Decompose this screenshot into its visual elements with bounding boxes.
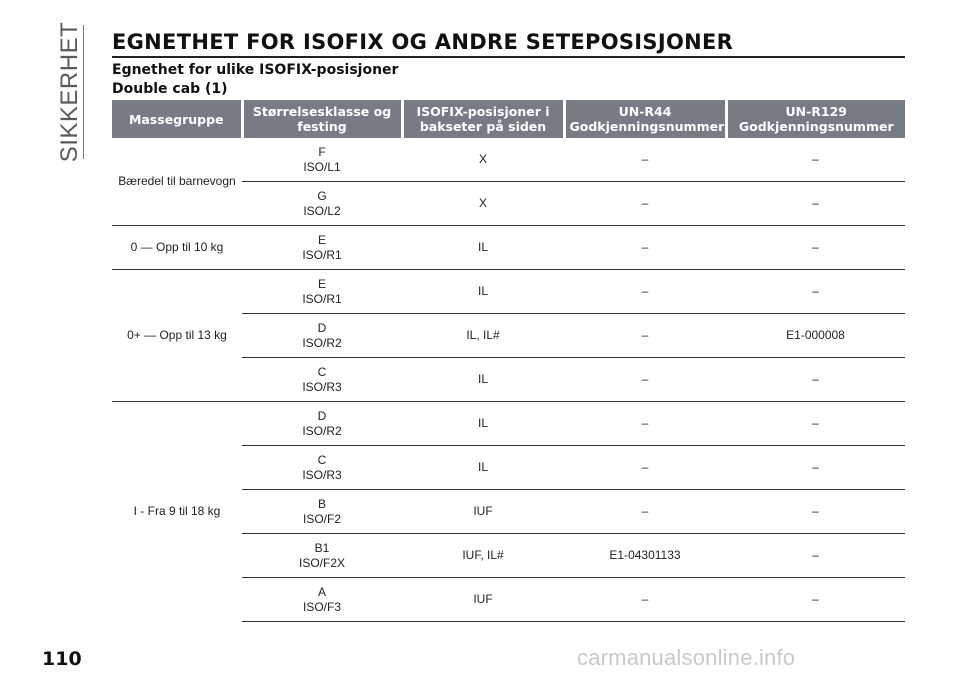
isofix-position-cell: IL	[402, 358, 564, 402]
un-r44-cell: –	[564, 314, 726, 358]
table-row	[112, 226, 905, 270]
isofix-position-cell: IL	[402, 446, 564, 490]
fixture-code: ISO/F2	[302, 511, 341, 526]
table-row	[112, 138, 905, 182]
table-row	[112, 402, 905, 446]
section-subtitle: Egnethet for ulike ISOFIX-posisjoner	[112, 62, 399, 78]
size-class-letter: D	[317, 408, 327, 423]
isofix-position-cell: IL, IL#	[402, 314, 564, 358]
un-r129-cell: –	[726, 578, 905, 622]
table-body	[112, 138, 905, 622]
header-size-class: Størrelsesklasse og festing	[242, 100, 402, 138]
un-r129-cell: –	[726, 226, 905, 270]
size-class-letter: E	[317, 232, 326, 247]
watermark: carmanualsonline.info	[577, 645, 796, 670]
un-r44-cell: –	[564, 446, 726, 490]
fixture-code: ISO/R3	[302, 467, 342, 482]
fixture-code: ISO/R3	[302, 379, 342, 394]
size-class-letter: A	[317, 584, 326, 599]
un-r129-cell: –	[726, 446, 905, 490]
mass-group-cell: Bæredel til barnevogn	[118, 174, 236, 188]
isofix-table	[112, 100, 905, 622]
fixture-code: ISO/R2	[302, 335, 342, 350]
header-un-r44: UN-R44 Godkjenningsnummer	[564, 100, 726, 138]
table-caption: Double cab (1)	[112, 81, 228, 97]
size-class-cell	[242, 226, 402, 270]
table-header-row	[112, 100, 905, 138]
size-class-letter: C	[317, 364, 327, 379]
mass-group-cell: I - Fra 9 til 18 kg	[112, 402, 242, 622]
fixture-code: ISO/L2	[303, 203, 341, 218]
size-class-cell	[242, 578, 402, 622]
side-divider	[83, 25, 84, 159]
fixture-code: ISO/F2X	[298, 555, 345, 570]
section-side-label	[56, 21, 83, 163]
size-class-letter: B1	[314, 540, 330, 555]
section-side-label-text: SIKKERHET	[56, 21, 83, 163]
size-class-cell	[242, 314, 402, 358]
isofix-position-cell: IL	[402, 226, 564, 270]
fixture-code: ISO/R1	[302, 247, 342, 262]
fixture-code: ISO/R1	[302, 291, 342, 306]
un-r44-cell: –	[564, 578, 726, 622]
isofix-position-cell: IL	[402, 270, 564, 314]
size-class-cell	[242, 358, 402, 402]
header-un-r129: UN-R129 Godkjenningsnummer	[726, 100, 905, 138]
un-r44-cell: –	[564, 490, 726, 534]
un-r129-cell: –	[726, 534, 905, 578]
isofix-position-cell: IL	[402, 402, 564, 446]
size-class-cell	[242, 270, 402, 314]
un-r129-cell: –	[726, 402, 905, 446]
un-r129-cell: E1-000008	[726, 314, 905, 358]
fixture-code: ISO/L1	[303, 159, 341, 174]
isofix-position-cell: IUF	[402, 490, 564, 534]
mass-group-cell: 0 — Opp til 10 kg	[112, 226, 242, 270]
mass-group-cell: 0+ — Opp til 13 kg	[112, 270, 242, 402]
size-class-letter: B	[317, 496, 326, 511]
size-class-cell	[242, 182, 402, 226]
size-class-cell	[242, 446, 402, 490]
isofix-position-cell: X	[402, 182, 564, 226]
isofix-position-cell: IUF, IL#	[402, 534, 564, 578]
un-r44-cell: E1-04301133	[564, 534, 726, 578]
size-class-letter: D	[317, 320, 327, 335]
un-r129-cell: –	[726, 490, 905, 534]
size-class-cell	[242, 138, 402, 182]
un-r129-cell: –	[726, 270, 905, 314]
un-r129-cell: –	[812, 152, 819, 166]
fixture-code: ISO/F3	[302, 599, 341, 614]
header-mass-group: Massegruppe	[112, 100, 242, 138]
size-class-cell	[242, 534, 402, 578]
size-class-letter: G	[317, 188, 327, 203]
fixture-code: ISO/R2	[302, 423, 342, 438]
page-title: EGNETHET FOR ISOFIX OG ANDRE SETEPOSISJONER	[112, 30, 734, 54]
size-class-letter: C	[317, 452, 327, 467]
un-r44-cell: –	[564, 358, 726, 402]
page-number: 110	[42, 648, 82, 670]
size-class-letter: F	[318, 144, 326, 159]
table-row	[112, 270, 905, 314]
size-class-cell	[242, 402, 402, 446]
isofix-position-cell: IUF	[402, 578, 564, 622]
un-r129-cell: –	[726, 358, 905, 402]
title-underline	[112, 56, 905, 58]
header-isofix-position: ISOFIX-posisjoner i bakseter på siden	[402, 100, 564, 138]
un-r44-cell: –	[641, 152, 649, 166]
un-r44-cell: –	[564, 402, 726, 446]
un-r129-cell: –	[726, 182, 905, 226]
size-class-letter: E	[317, 276, 326, 291]
un-r44-cell: –	[564, 270, 726, 314]
un-r44-cell: –	[564, 182, 726, 226]
isofix-position-cell: X	[478, 152, 487, 166]
size-class-cell	[242, 490, 402, 534]
un-r44-cell: –	[564, 226, 726, 270]
